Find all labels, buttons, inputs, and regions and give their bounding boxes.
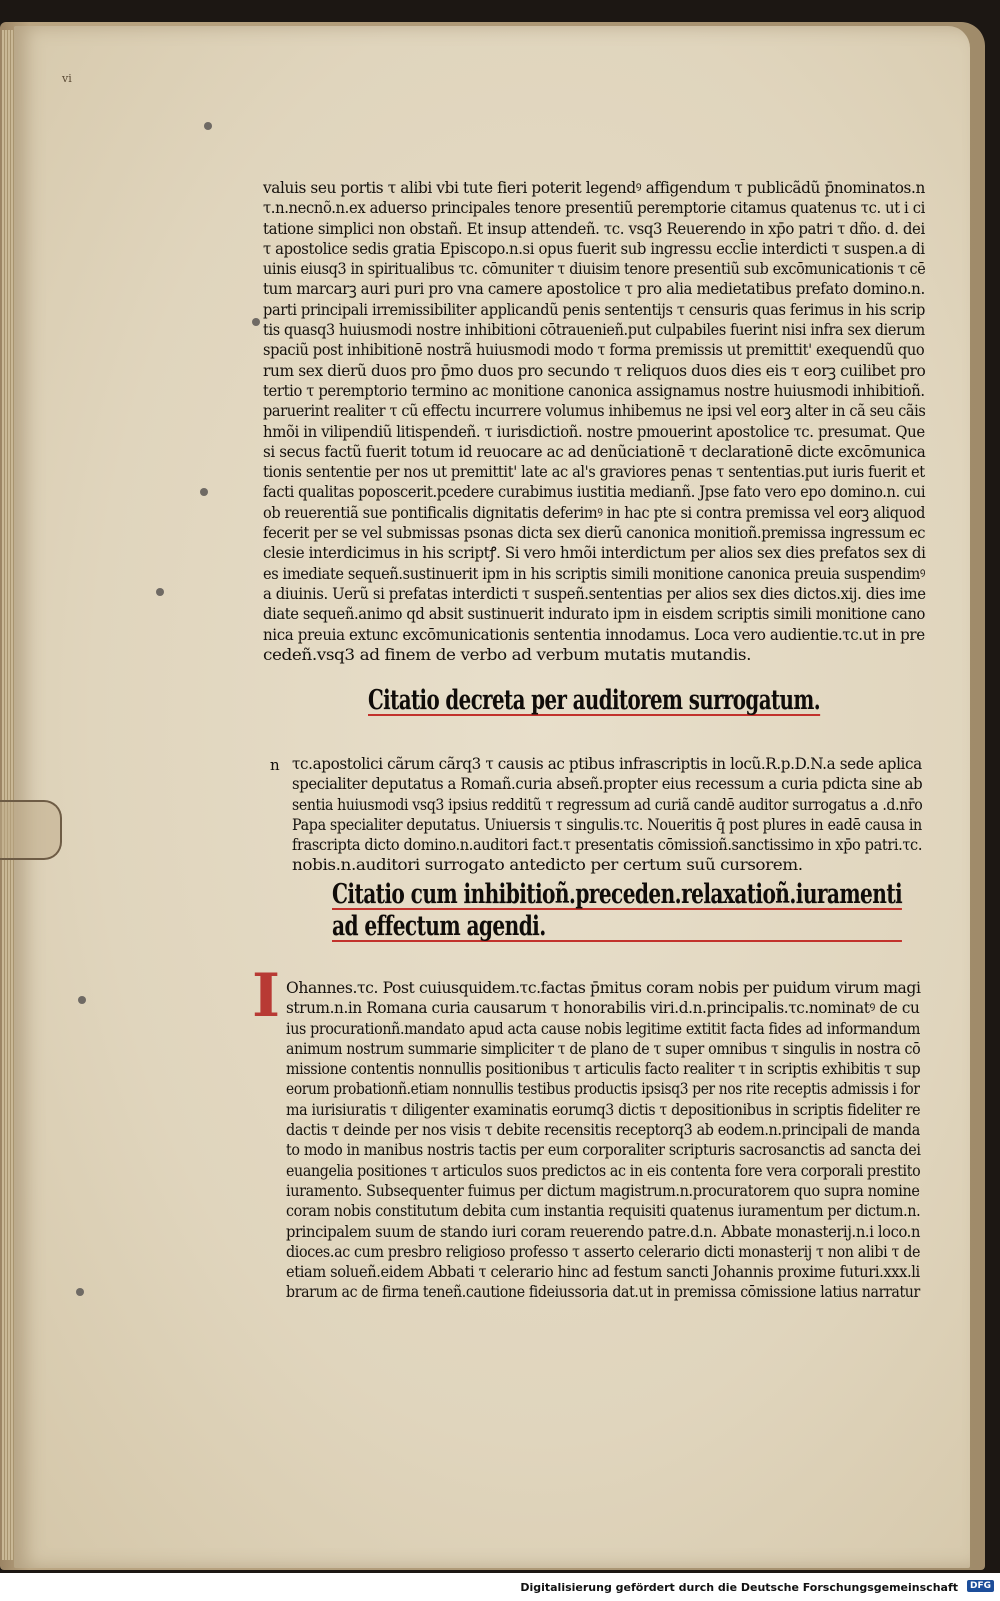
text-line: missione contentis nonnullis positionibus τ articulis facto realiter τ in scriptis exhibitis τ sup	[286, 1060, 921, 1079]
text-line: eorum probationñ.etiam nonnullis testibus productis ipsisq3 per nos rite receptis admissis i for	[286, 1080, 920, 1099]
text-line: dactis τ deinde per nos visis τ debite recensitis receptorq3 ab eodem.n.principali de manda	[286, 1121, 920, 1140]
text-line: specialiter deputatus a Romañ.curia abseñ.propter eius recessum a curia pdicta sine ab	[292, 775, 923, 794]
text-line: ob reuerentiã sue pontificalis dignitatis deferimꝰ in hac pte si contra premissa vel eorꝫ aliquod	[263, 503, 926, 522]
text-line: euangelia positiones τ articulos suos predictos ac in eis contenta fore vera corporali prestito	[286, 1161, 921, 1180]
text-block-section3	[286, 978, 920, 1303]
text-line: etiam solueñ.eidem Abbati τ celerario hinc ad festum sancti Johannis proxime futuri.xxx.li	[286, 1263, 920, 1282]
text-line: iuramento. Subsequenter fuimus per dictum magistrum.n.procuratorem quo supra nomine	[286, 1181, 920, 1200]
text-line: tatione simplici non obstañ. Et insup attendeñ. τc. vsq3 Reuerendo in xp̄o patri τ dño. d. dei	[263, 219, 925, 238]
pin-hole	[200, 488, 208, 496]
text-line: paruerint realiter τ cũ effectu incurrere volumus inhibemus ne ipsi vel eorꝫ alter in cã seu cãis	[263, 402, 926, 421]
pin-hole	[78, 996, 86, 1004]
text-line: nica preuia extunc excōmunicationis sententia innodamus. Loca vero audientie.τc.ut in pre	[263, 625, 925, 644]
text-line: rum sex dierũ duos pro p̄mo duos pro secundo τ reliquos duos dies eis τ eorꝫ cuilibet pro	[263, 361, 926, 380]
text-line: a diuinis. Uerũ si prefatas interdicti τ suspeñ.sententias per alios sex dies dictos.xij. dies ime	[263, 584, 926, 603]
text-line: ma iurisiuratis τ diligenter examinatis eorumq3 dictis τ depositionibus in scriptis fideliter re	[286, 1100, 921, 1119]
text-line: τ.n.necnõ.n.ex aduerso principales tenore presentiũ peremptorie citamus quatenus τc. ut i ci	[263, 199, 925, 218]
section-heading-1	[368, 684, 820, 716]
initial-letter-i: I	[252, 961, 281, 1031]
text-line: tionis sententie per nos ut premittit' late ac al's graviores penas τ sententias.put iuris fuerit et	[263, 463, 925, 482]
text-line: principalem suum de stando iuri coram reuerendo patre.d.n. Abbate monasterij.n.i loco.n	[286, 1222, 921, 1241]
text-line: fecerit per se vel submissas psonas dicta sex dierũ canonica monitioñ.premissa ingressum ec	[263, 524, 926, 543]
text-line: clesie interdicimus in his scriptꝭ. Si vero hmõi interdictum per alios sex dies prefatos sex di	[263, 544, 926, 563]
text-line: cedeñ.vsq3 ad finem de verbo ad verbum mutatis mutandis.	[263, 645, 752, 664]
text-line: strum.n.in Romana curia causarum τ honorabilis viri.d.n.principalis.τc.nominatꝰ de cu	[286, 999, 920, 1018]
text-line: brarum ac de firma teneñ.cautione fideiussoria dat.ut in premissa cōmissione latius narratur	[286, 1283, 920, 1302]
text-line: uinis eiusq3 in spiritualibus τc. cōmuniter τ diuisim tenore presentiũ sub excōmunicationis τ cē	[263, 260, 926, 279]
pin-hole	[252, 318, 260, 326]
text-block-continuation	[263, 178, 925, 665]
text-block-section2	[292, 754, 922, 876]
text-line: dioces.ac cum presbro religioso professo τ asserto celerario dicti monasterij τ non alibi τ de	[286, 1242, 921, 1261]
pin-hole	[76, 1288, 84, 1296]
footer-credit: Digitalisierung gefördert durch die Deutsche Forschungsgemeinschaft	[520, 1581, 958, 1594]
text-line: τ apostolice sedis gratia Episcopo.n.si opus fuerit sub ingressu eccl̄ie interdicti τ suspen.a di	[263, 239, 925, 258]
text-line: es imediate sequeñ.sustinuerit ipm in his scriptis simili monitione canonica preuia suspendimꝰ	[263, 564, 926, 583]
text-line: si secus factũ fuerit totum id reuocare ac ad denũciationē τ declarationē dicte excōmunica	[263, 442, 926, 461]
text-line: nobis.n.auditori surrogato antedicto per certum suũ cursorem.	[292, 856, 803, 875]
heading-line: Citatio cum inhibitioñ.preceden.relaxatioñ.iuramenti	[332, 879, 903, 910]
section-heading-2	[332, 878, 902, 942]
text-line: animum nostrum summarie simpliciter τ de plano de τ super omnibus τ singulis in nostra cō	[286, 1039, 921, 1058]
dfg-logo: DFG	[967, 1580, 994, 1592]
text-line: tum marcarꝫ auri puri pro vna camere apostolice τ pro alia medietatibus prefato domino.n.	[263, 280, 925, 299]
text-line: ius procurationñ.mandato apud acta cause nobis legitime extitit facta fides ad informandum	[286, 1019, 921, 1038]
digitization-footer	[0, 1573, 1000, 1601]
text-line: frascripta dicto domino.n.auditori fact.τ presentatis cōmissioñ.sanctissimo in xp̄o patri.τc.	[292, 836, 923, 855]
text-line: facti qualitas poposcerit.pcedere curabimus iustitia medianñ. Jpse fato vero epo domino.n. cui	[263, 483, 926, 502]
text-line: coram nobis constitutum debita cum instantia requisiti quatenus iuramentum per dictum.n.	[286, 1202, 921, 1221]
text-line: sentia huiusmodi vsq3 ipsius redditũ τ regressum ad curiã candē auditor surrogatus a .d.nr̄o	[292, 795, 923, 814]
text-line: tis quasq3 huiusmodi nostre inhibitioni cōtrauenieñ.put culpabiles fuerint nisi infra sex dierum	[263, 321, 925, 340]
text-line: diate sequeñ.animo qd absit sustinuerit indurato ipm in eisdem scriptis simili monitione cano	[263, 605, 926, 624]
text-line: Papa specialiter deputatus. Uniuersis τ singulis.τc. Noueritis q̄ post plures in eadē causa in	[292, 815, 922, 834]
folio-mark: vi	[62, 72, 72, 85]
pin-hole	[204, 122, 212, 130]
heading-line: Citatio decreta per auditorem surrogatum.	[368, 685, 821, 716]
pin-hole	[156, 588, 164, 596]
text-line: hmõi in vilipendiũ litispendeñ. τ iurisdictioñ. nostre pmouerint apostolice τc. presumat. Que	[263, 422, 925, 441]
text-line: to modo in manibus nostris tactis per eum corporaliter scripturis sacrosanctis ad sancta dei	[286, 1141, 921, 1160]
text-line: valuis seu portis τ alibi vbi tute fieri poterit legendꝰ affigendum τ publicãdũ p̄nominatos.n	[263, 179, 925, 197]
text-line: parti principali irremissibiliter applicandũ penis sententijs τ censuris quas ferimus in his scrip	[263, 300, 925, 319]
text-line: τc.apostolici cãrum cãrq3 τ causis ac ptibus infrascriptis in locũ.R.p.D.N.a sede aplica	[292, 755, 922, 773]
text-line: tertio τ peremptorio termino ac monitione canonica assignamus nostre huiusmodi inhibitioñ.	[263, 381, 925, 400]
text-line: Ohannes.τc. Post cuiusquidem.τc.factas p̄mitus coram nobis per puidum virum magi	[286, 979, 921, 997]
clasp-mark	[0, 800, 62, 860]
text-line: spaciũ post inhibitionē nostrã huiusmodi modo τ forma premissis ut premittit' exequendũ quo	[263, 341, 925, 360]
initial-letter-n: n	[270, 756, 280, 774]
heading-line: ad effectum agendi.	[332, 911, 546, 942]
